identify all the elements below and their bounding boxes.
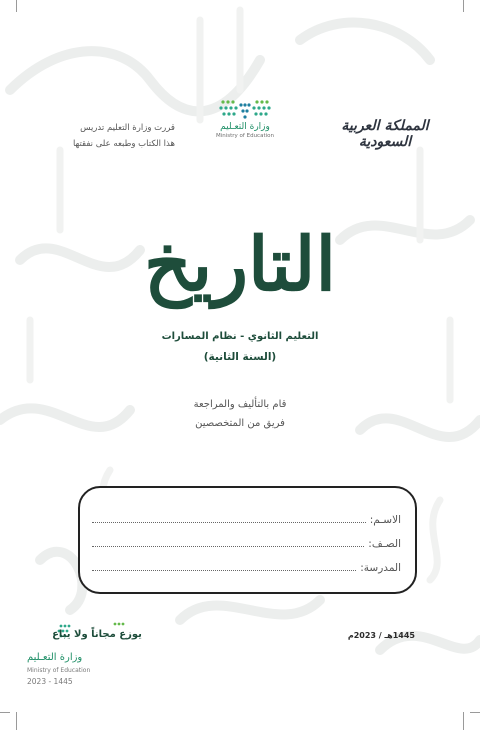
crop-mark-top-right <box>463 0 464 12</box>
book-subtitle: التعليم الثانوي - نظام المسارات <box>161 331 319 342</box>
ministry-name-en: Ministry of Education <box>215 133 274 139</box>
approval-statement <box>55 120 175 152</box>
school-field[interactable] <box>92 558 401 574</box>
kingdom-calligraphy: المملكة العربية السعودية <box>341 118 429 150</box>
ministry-logo-bottom <box>27 652 107 686</box>
school-line[interactable] <box>92 569 356 571</box>
class-line[interactable] <box>92 545 364 547</box>
free-distribution-badge <box>52 620 142 642</box>
edition-year: 1445هـ / 2023م <box>347 631 415 640</box>
crop-mark-side-right <box>470 712 480 713</box>
class-field[interactable] <box>92 534 401 550</box>
authors-line-2: فريق من المتخصصين <box>195 418 285 429</box>
class-label: الصـف: <box>368 538 401 550</box>
crop-mark-top-left <box>16 0 17 12</box>
school-label: المدرسة: <box>360 562 401 574</box>
year-range: 2023 - 1445 <box>27 677 73 686</box>
name-field[interactable] <box>92 510 401 526</box>
ministry-dots-icon <box>217 98 273 120</box>
ministry-name-ar: وزارة التعـليم <box>220 122 270 132</box>
book-title-text: التاريخ <box>143 222 337 308</box>
authors-block <box>120 395 360 433</box>
ministry-name-en-bottom: Ministry of Education <box>27 667 91 674</box>
name-label: الاسـم: <box>369 514 401 526</box>
book-title <box>143 190 337 315</box>
crop-mark-side-left <box>0 712 10 713</box>
free-distribution-text: يوزع مجاناً ولا يباع <box>52 629 142 640</box>
approval-line-1: قررت وزارة التعليم تدريس <box>80 123 175 133</box>
ministry-logo <box>205 98 285 139</box>
book-year: (السنة الثانية) <box>203 351 277 363</box>
name-line[interactable] <box>92 521 366 523</box>
student-info-card <box>78 486 417 594</box>
authors-line-1: قام بالتأليف والمراجعة <box>193 399 287 410</box>
ministry-name-ar-bottom: وزارة التعـليم <box>27 652 83 663</box>
crop-mark-bottom-left <box>16 712 17 730</box>
approval-line-2: هذا الكتاب وطبعه على نفقتها <box>72 139 175 149</box>
crop-mark-bottom-right <box>463 712 464 730</box>
